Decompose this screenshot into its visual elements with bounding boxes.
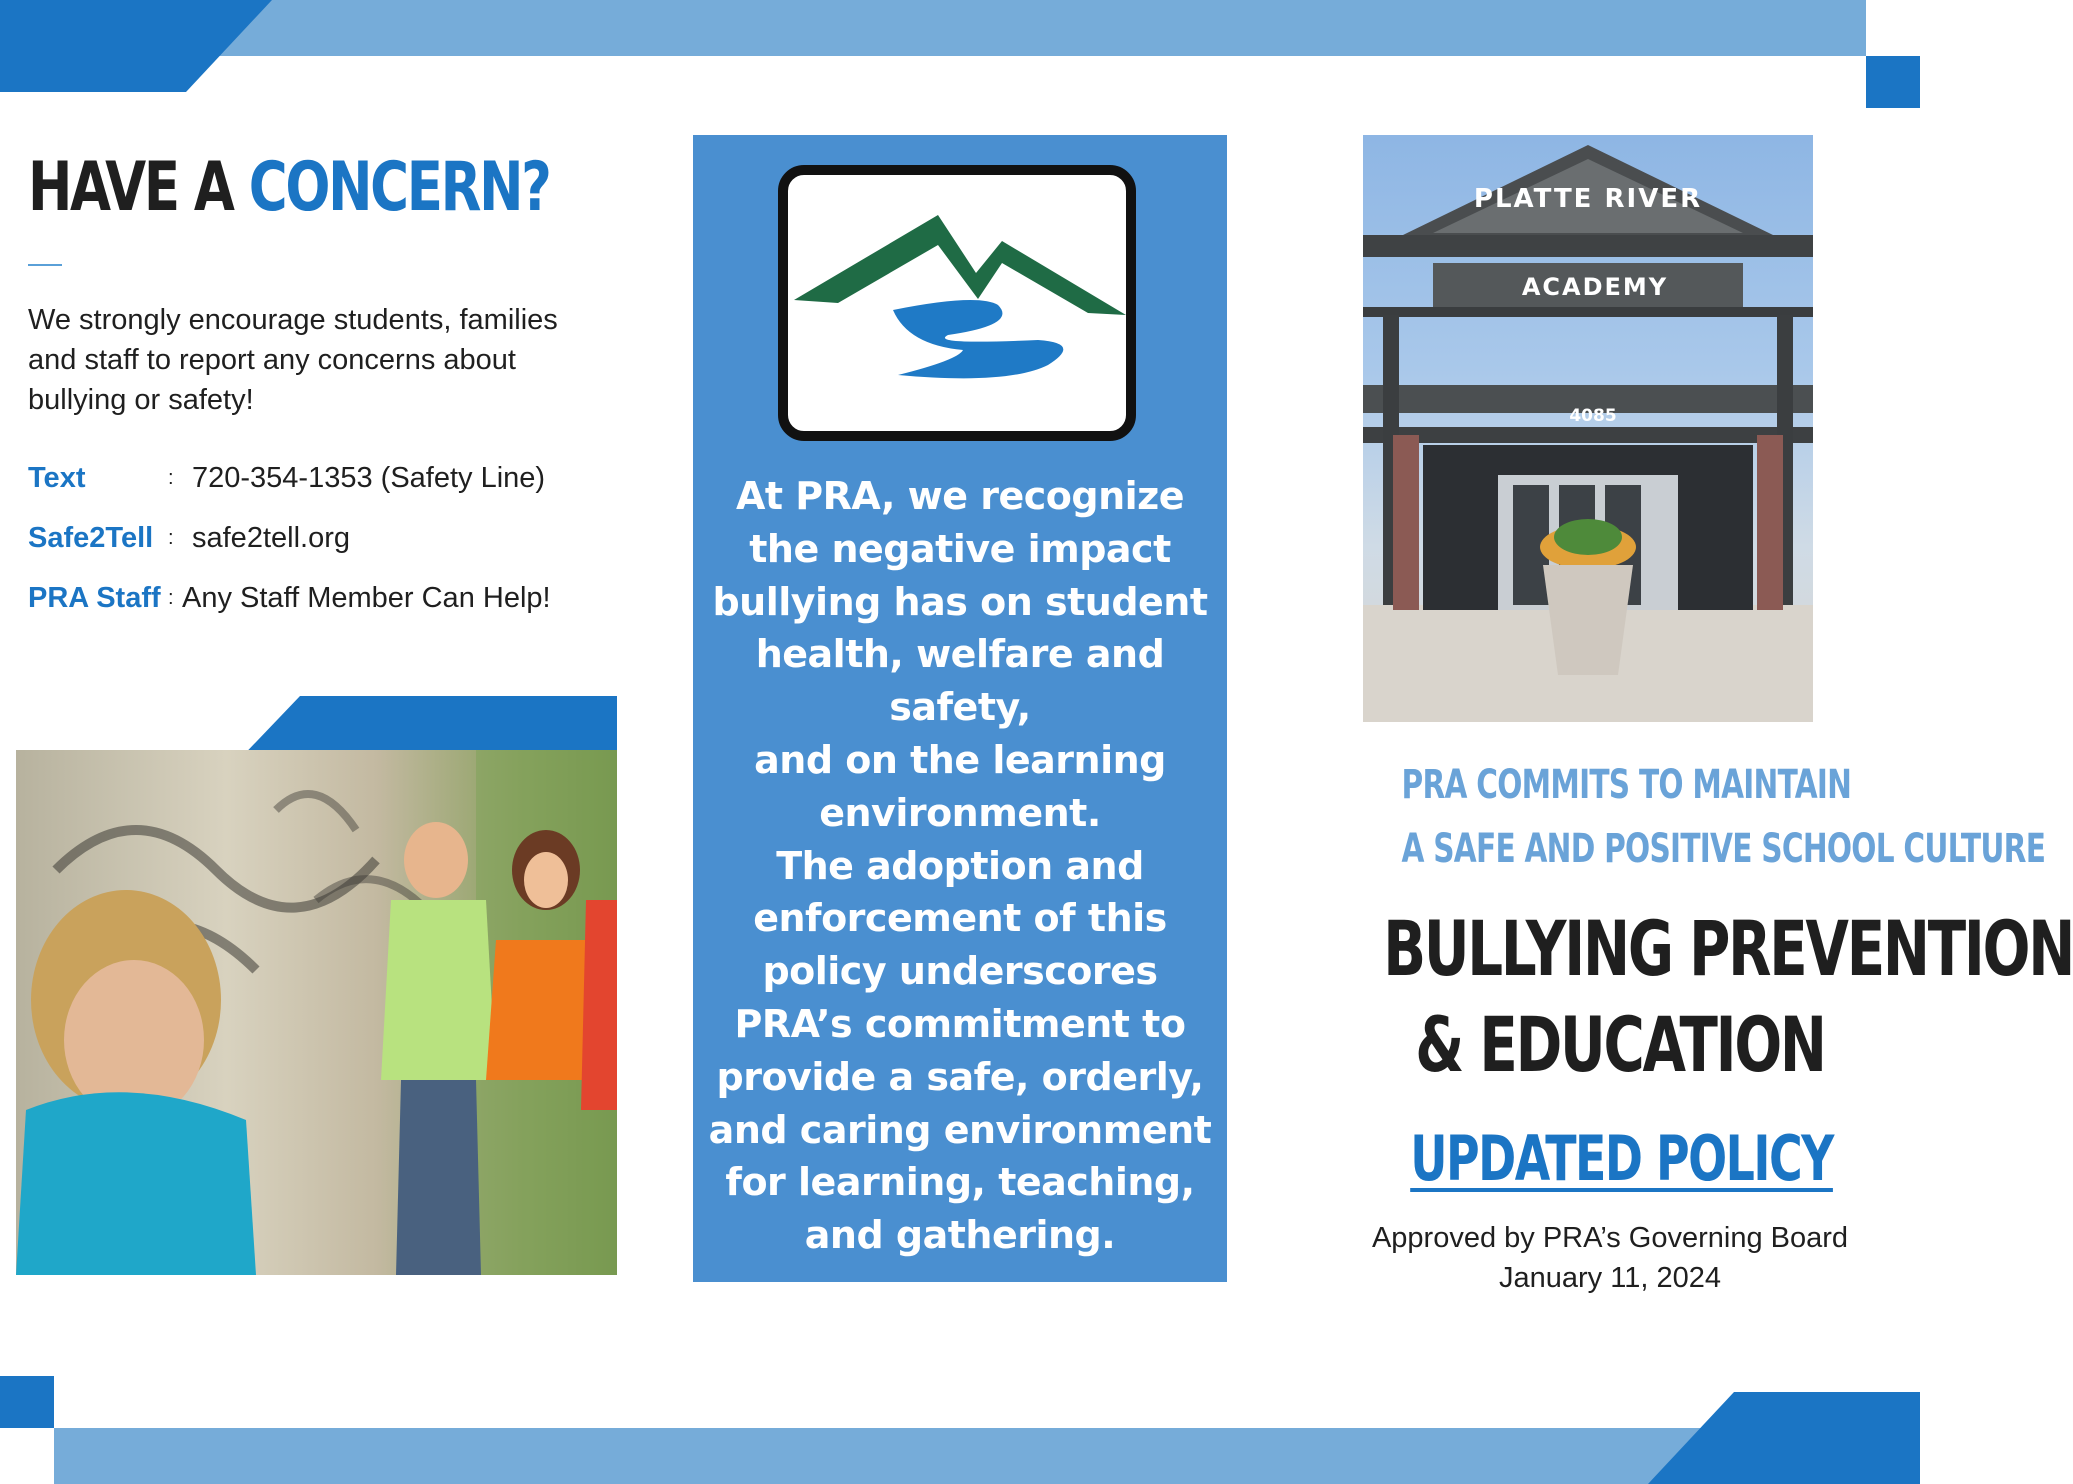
concern-heading xyxy=(28,148,550,227)
school-sign-line1: PLATTE RIVER xyxy=(1473,184,1703,214)
school-sign-line2: ACADEMY xyxy=(1521,273,1669,301)
mission-line: At PRA, we recognize xyxy=(735,474,1185,518)
intro-text: We strongly encourage students, families and staff to report any concerns about bullying or safety! xyxy=(28,304,558,416)
top-banner-bar xyxy=(0,0,1866,56)
mission-line: environment. xyxy=(819,790,1101,835)
mission-line: health, welfare and xyxy=(755,632,1165,677)
contact-value: Any Staff Member Can Help! xyxy=(182,582,551,614)
bottom-banner-bar xyxy=(54,1428,1920,1484)
contact-separator: : xyxy=(168,467,174,489)
concern-heading-part2: CONCERN? xyxy=(248,148,550,227)
contact-value[interactable]: 720-354-1353 (Safety Line) xyxy=(192,462,546,494)
title-line-1: BULLYING PREVENTION xyxy=(1383,904,2073,993)
school-building-illustration xyxy=(1363,135,1813,722)
mission-line: PRA’s commitment to xyxy=(734,1001,1186,1046)
bullying-photo xyxy=(16,750,617,1275)
school-building-photo xyxy=(1363,135,1813,722)
contact-row-text xyxy=(28,458,638,498)
contact-separator: : xyxy=(168,587,174,609)
concern-heading-part1: HAVE A xyxy=(28,148,233,227)
title-line-2: & EDUCATION xyxy=(1415,1000,1825,1089)
contact-row-safe2tell xyxy=(28,518,638,558)
mission-statement xyxy=(708,470,1212,1262)
updated-policy-heading xyxy=(1410,1122,1833,1195)
school-logo xyxy=(778,165,1136,441)
mission-line: safety, xyxy=(889,685,1031,730)
contact-label: Text xyxy=(28,462,86,494)
heading-divider xyxy=(28,264,62,266)
bullying-photo-illustration xyxy=(16,750,617,1275)
mission-line: policy underscores xyxy=(762,949,1158,994)
contact-label: Safe2Tell xyxy=(28,522,154,554)
mission-line: provide a safe, orderly, xyxy=(716,1054,1204,1099)
mission-line: and gathering. xyxy=(804,1213,1116,1258)
contact-separator: : xyxy=(168,527,174,549)
mission-line: bullying has on student xyxy=(712,579,1208,624)
top-right-square xyxy=(1866,56,1920,108)
contact-row-staff xyxy=(28,578,638,618)
mission-line: for learning, teaching, xyxy=(725,1160,1195,1205)
mission-line: and caring environment xyxy=(708,1107,1212,1152)
contact-label: PRA Staff xyxy=(28,582,161,614)
mission-line: and on the learning xyxy=(754,737,1166,782)
approved-line-1: Approved by PRA’s Governing Board xyxy=(1371,1222,1849,1254)
mission-line: the negative impact xyxy=(749,526,1171,571)
contact-value[interactable]: safe2tell.org xyxy=(192,522,350,554)
commit-line-1: PRA COMMITS TO MAINTAIN xyxy=(1401,762,1852,808)
commit-line-2: A SAFE AND POSITIVE SCHOOL CULTURE xyxy=(1401,826,2046,872)
mountain-river-logo-icon xyxy=(788,175,1126,431)
mission-line: The adoption and xyxy=(776,843,1144,888)
approved-line-2: January 11, 2024 xyxy=(1499,1262,1721,1294)
mission-line: enforcement of this xyxy=(753,896,1167,941)
updated-policy-link[interactable]: UPDATED POLICY xyxy=(1410,1122,1833,1195)
school-number: 4085 xyxy=(1569,406,1617,426)
bottom-left-square xyxy=(0,1376,54,1428)
